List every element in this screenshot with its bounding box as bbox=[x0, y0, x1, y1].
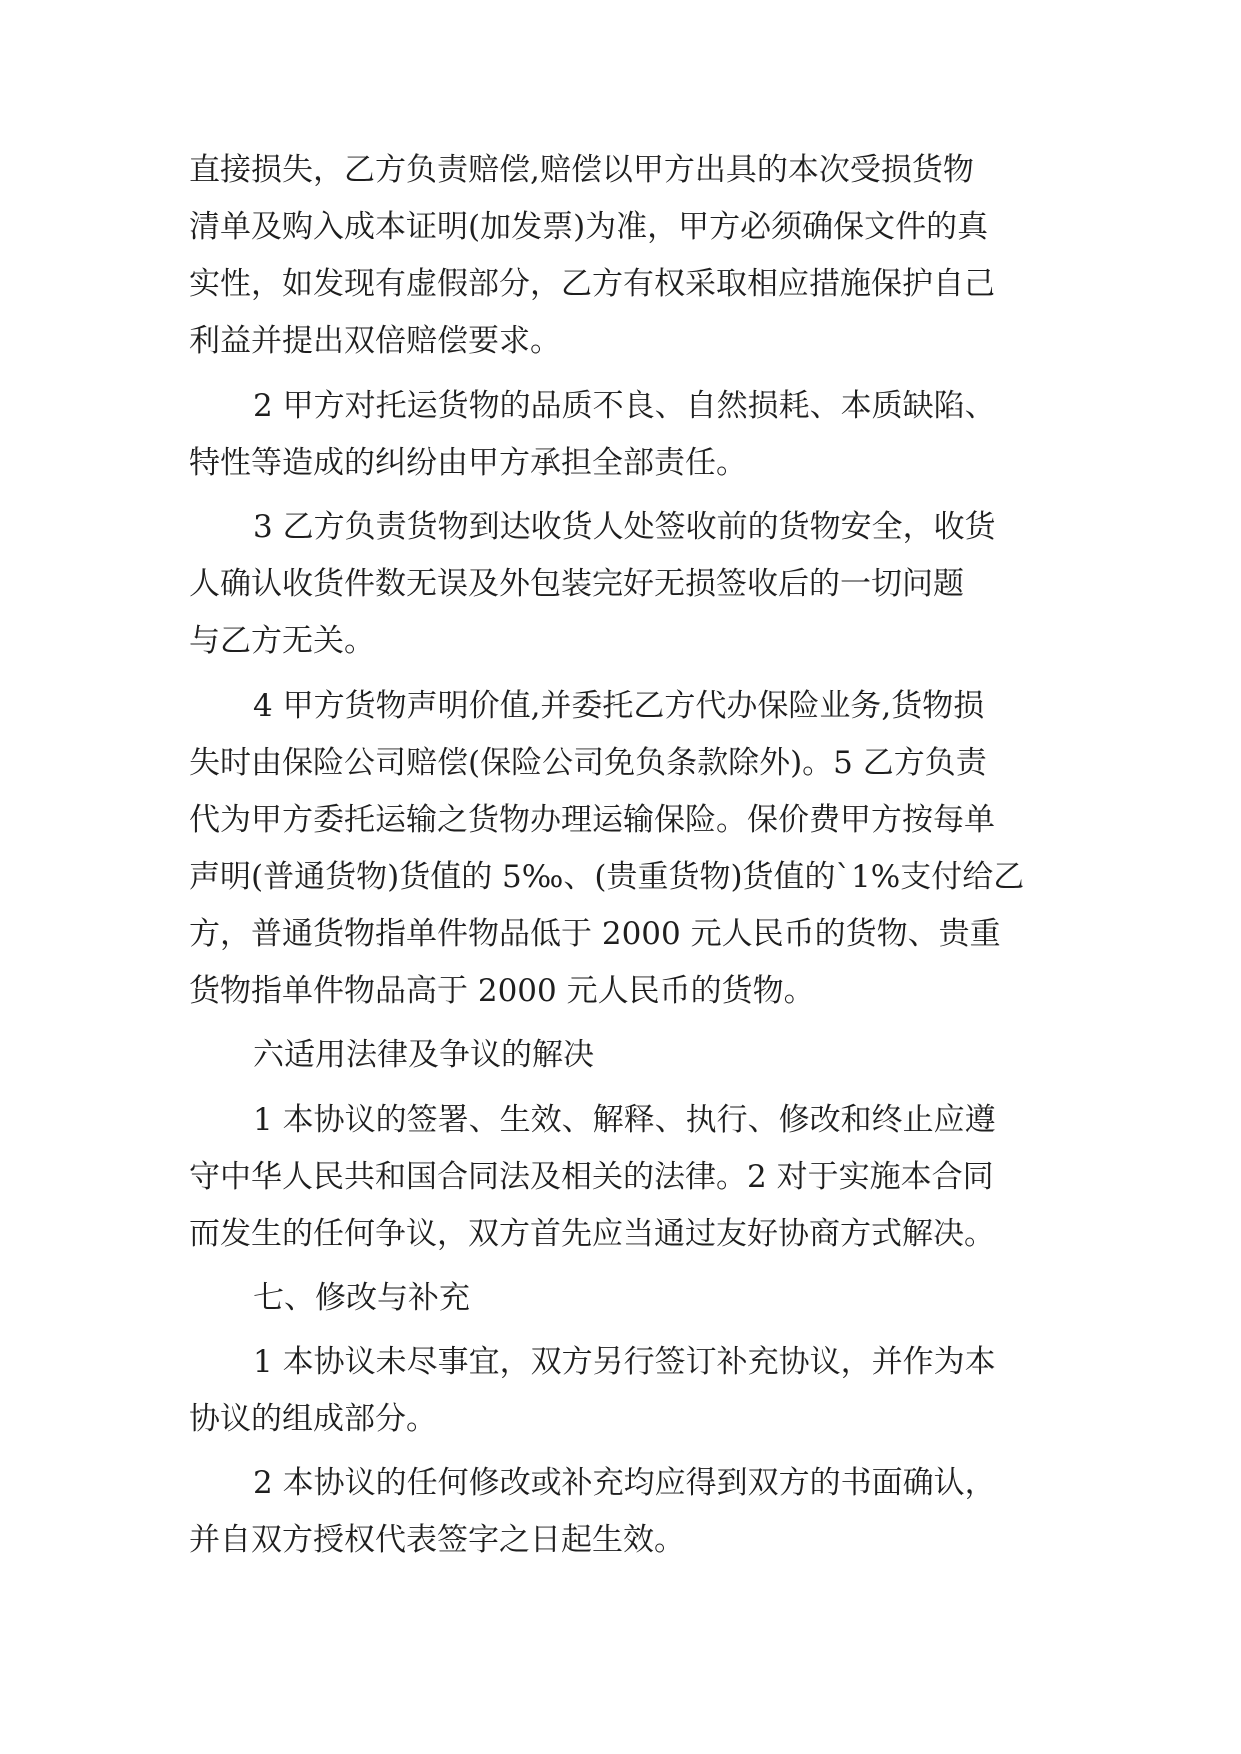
text-line: 方，普通货物指单件物品低于 2000 元人民币的货物、贵重 bbox=[189, 916, 1001, 952]
text-line: 并自双方授权代表签字之日起生效。 bbox=[189, 1522, 685, 1558]
section-heading: 六适用法律及争议的解决 bbox=[253, 1037, 594, 1073]
text-line: 直接损失，乙方负责赔偿,赔偿以甲方出具的本次受损货物 bbox=[189, 152, 974, 188]
text-line: 4 甲方货物声明价值,并委托乙方代办保险业务,货物损 bbox=[253, 688, 985, 724]
text-line: 代为甲方委托运输之货物办理运输保险。保价费甲方按每单 bbox=[189, 802, 995, 838]
text-line: 2 本协议的任何修改或补充均应得到双方的书面确认， bbox=[253, 1465, 996, 1501]
text-line: 1 本协议的签署、生效、解释、执行、修改和终止应遵 bbox=[253, 1102, 996, 1138]
text-line: 声明(普通货物)货值的 5‰、(贵重货物)货值的`1%支付给乙 bbox=[189, 859, 1025, 895]
text-line: 失时由保险公司赔偿(保险公司免负条款除外)。5 乙方负责 bbox=[189, 745, 987, 781]
text-line: 1 本协议未尽事宜，双方另行签订补充协议，并作为本 bbox=[253, 1344, 996, 1380]
text-line: 2 甲方对托运货物的品质不良、自然损耗、本质缺陷、 bbox=[253, 388, 996, 424]
text-line: 与乙方无关。 bbox=[189, 623, 375, 659]
text-line: 实性，如发现有虚假部分，乙方有权采取相应措施保护自己 bbox=[189, 266, 995, 302]
text-line: 利益并提出双倍赔偿要求。 bbox=[189, 323, 561, 359]
text-line: 协议的组成部分。 bbox=[189, 1401, 437, 1437]
text-line: 特性等造成的纠纷由甲方承担全部责任。 bbox=[189, 445, 747, 481]
text-line: 而发生的任何争议，双方首先应当通过友好协商方式解决。 bbox=[189, 1216, 995, 1252]
text-line: 守中华人民共和国合同法及相关的法律。2 对于实施本合同 bbox=[189, 1159, 994, 1195]
text-line: 清单及购入成本证明(加发票)为准，甲方必须确保文件的真 bbox=[189, 209, 989, 245]
text-line: 货物指单件物品高于 2000 元人民币的货物。 bbox=[189, 973, 815, 1009]
text-line: 人确认收货件数无误及外包装完好无损签收后的一切问题 bbox=[189, 566, 964, 602]
section-heading: 七、修改与补充 bbox=[253, 1280, 470, 1316]
text-line: 3 乙方负责货物到达收货人处签收前的货物安全，收货 bbox=[253, 509, 996, 545]
